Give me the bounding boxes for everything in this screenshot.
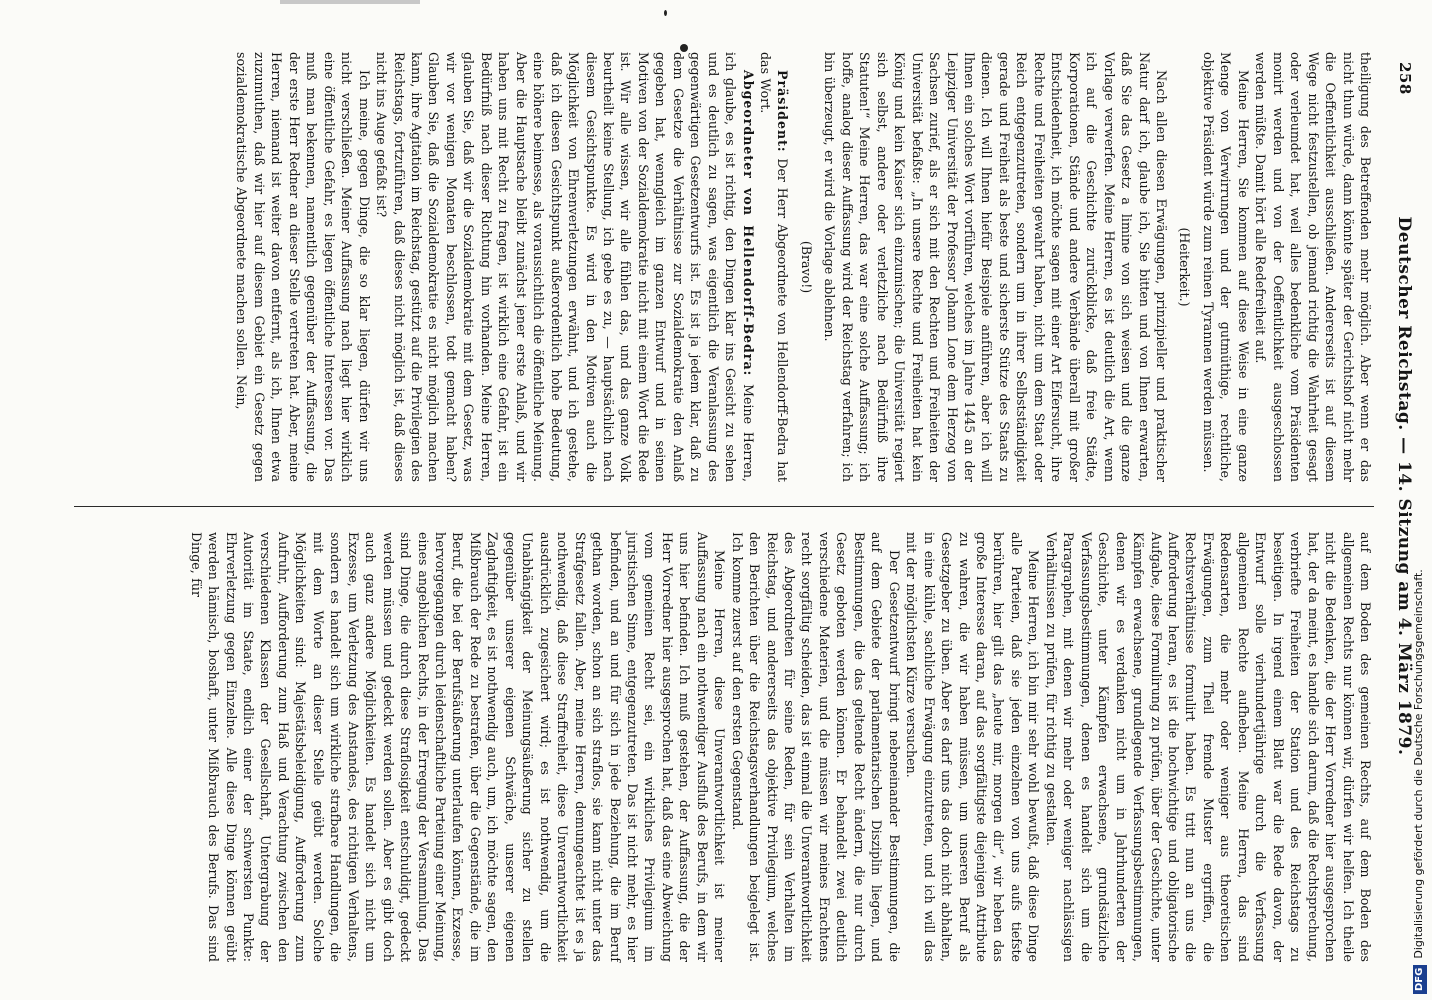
page-number: 258 [1396,62,1414,95]
paragraph: Der Gesetzentwurf bringt nebeneinander Bestimmungen, die auf dem Gebiete der parlamentarischen Disziplin liegen, und Bestimmungen, die das geltende Recht ändern, die nur durch Gesetz geboten werden können. Er behandelt zwei deutlich verschiedene Materien, und die müssen wir meines Erachtens recht sorgfältig scheiden, das ist einmal die Unverantwortlichkeit des Abgeordneten für seine Reden, für sein Verhalten im Reichstag, und andererseits das objektive Privilegium, welches den Berichten über die Reichstagsverhandlungen beigelegt ist. Ich komme zuerst auf den ersten Gegenstand. [729,532,902,962]
footer-line [1408,0,1430,1000]
speaker-label: Präsident: [775,70,791,153]
applause-note: (Bravo!) [798,240,814,294]
footer-text: Digitalisierung gefördert durch die Deutsche Forschungsgemeinschaft. [1412,569,1425,959]
header-title: Deutscher Reichstag. — 14. Sitzung am 4. März 1879. [1394,216,1414,756]
paragraph: Meine Herren, Sie kommen auf diese Weise in eine ganze Menge von Verwirrungen und der gutmüthige, rechtliche, objektive Präsident würde zum reinen Tyrannen werden müssen. [1200,52,1251,482]
column-divider [74,506,1374,507]
right-column [187,532,1374,962]
paragraph: Meine Herren, diese Unverantwortlichkeit ist meiner Auffassung nach ein nothwendiger Ausfluß des Berufs, in dem wir uns hier befinden. Ich muß gestehen, der Auffassung, die der Herr Vorredner hier ausgesprochen hat, daß das eine Abweichung vom gemeinen Recht sei, ein wirkliches Privilegium im juristischen Sinne, entgegenzutreten. Das ist nicht mehr, es hier befinden, und an und für sich in jede Beziehung, die im Beruf gethan worden, schon an sich straflos, sie kann nicht unter das Strafgesetz fallen. Aber, meine Herren, demungeachtet ist es ja nothwendig, daß diese Straffreiheit, diese Unverantwortlichkeit ausdrücklich zugesichert wird; es ist nothwendig, um die Unabhängigkeit der Meinungsäußerung sicher zu stellen gegenüber unserer eigenen Schwäche, unserer eigenen Zaghaftigkeit, es ist nothwendig auch, um, ich möchte sagen, den Mißbrauch der Rede zu bestrafen, über die Gegenstände, die im Beruf, die bei der Berufsäußerung unterlaufen können, Exzesse, hervorgegangen durch leidenschaftliche Parteiung einer Meinung, eines angeblichen Rechts, in der Erregung der Versammlung. Das sind Dinge, die durch diese Straflosigkeit entschuldigt, gedeckt werden müssen und gedeckt werden sollen. Aber es gibt doch auch ganz andere Möglichkeiten. Es handelt sich nicht um Exzesse, um Verletzung des Anstandes, des richtigen Verhaltens, sondern es handelt sich um wirkliche strafbare Handlungen, die mit dem Worte an dieser Stelle geübt werden. Solche Möglichkeiten sind: Majestätsbeleidigung, Aufforderung zum Aufruhr, Aufforderung zum Haß und Verachtung zwischen den verschiedenen Klassen der Gesellschaft, Untergrabung der Autorität im Staate, endlich einer der schwersten Punkte: Ehrverletzung gegen Einzelne. Alle diese Dinge können geübt werden hämisch, boshaft, unter Mißbrauch des Berufs. Das sind Dinge, für [188,532,728,962]
paragraph: Nach allen diesen Erwägungen, prinzipieller und praktischer Natur darf ich, glaube ich, Sie bitten und von Ihnen erwarten, daß Sie das Gesetz a limine von sich weisen und die ganze Vorlage verwerfen. Meine Herren, es ist deutlich die Art, wenn ich auf die Geschichte zurückblicke, daß freie Städte, Korporationen, Stände und andere Verbände überall mit großer Entschiedenheit, ich möchte sagen mit einer Art Eifersucht, ihre Rechte und Freiheiten gewahrt haben, nicht um dem Staat oder Reich entgegenzutreten, sondern um in ihrer Selbstständigkeit gerade und Freiheit als beste und sicherste Stütze des Staats zu dienen. Ich will Ihnen hiefür Beispiele anführen, aber ich will Ihnen ein solches Wort vorführen, welches im Jahre 1445 an der Leipziger Universität der Professor Johann Lone dem Herzog von Sachsen zurief, als er sich mit den Rechten und Freiheiten der Universität befaßte: „In unsere Rechte und Freiheiten hat kein König und kein Kaiser sich einzumischen; die Universität regiert sich selbst, andere oder verletzliche nach Bedürfniß ihre Statuten!“ Meine Herren, das war eine solche Auffassung; ich hoffe, analog dieser Auffassung wird der Reichstag verfahren; ich bin überzeugt, er wird die Vorlage ablehnen. [822,52,1170,482]
paragraph [373,52,757,482]
paragraph: Meine Herren, ich bin mir sehr wohl bewußt, daß diese Dinge alle Parteien, daß sie jeden einzelnen von uns aufs tiefste berühren, hier gilt das „heute mir, morgen dir“, wir heben das große Interesse daran, auf das sorgfältigste diejenigen Attribute zu wahren, die wir haben müssen, um unseren Beruf als Gesetzgeber zu üben. Aber es darf uns das doch nicht abhalten, in eine kühle, sachliche Erwägung einzutreten, und ich will das mit der möglichsten Kürze versuchen. [904,532,1042,962]
paragraph [757,52,792,482]
speech-text: Meine Herren, ich glaube, es ist richtig, den Dingen klar ins Gesicht zu sehen und es deutlich zu sagen, was eigentlich die Veranlassung des gegenwärtigen Gesetzentwurfs ist. Es ist ja jedem klar, daß zu dem Gesetze die Verhältnisse zur Sozialdemokratie den Anlaß gegeben hat, wenngleich im ganzen Entwurf und in seinen Motiven von der Sozialdemokratie nicht mit einem Wort die Rede ist. Wir alle wissen, wir alle fühlen das, und das ganze Volk beurtheilt keine Stellung, ich gebe es zu, — hauptsächlich nach diesem Gesichtspunkte. Es wird in den Motiven auch die Möglichkeit von Ehrenverletzungen erwähnt, und ich gestehe, daß ich diesen Gesichtspunkt außerordentlich hohe Bedeutung, eine höhere beimesse, als voraussichtlich die öffentliche Meinung. Aber die Hauptsache bleibt zunächst jener erste Anlaß, und wir haben uns mit Recht zu fragen, ist wirklich eine Gefahr, ist ein Bedürfniß nach dieser Richtung hin vorhanden. Meine Herren, glauben Sie, daß wir die Sozialdemokratie mit dem Gesetz, was wir vor wenigen Monaten beschlossen, todt gemacht haben? Glauben Sie, daß die Sozialdemokratie es nicht möglich machen kann, ihre Agitation im Reichstag, gestützt auf die Privilegien des Reichstags, fortzuführen, daß dieses nicht möglich ist, daß dieses nicht ins Auge gefaßt ist? [374,52,756,482]
dfg-logo: DFG [1413,965,1427,994]
paragraph: auf dem Boden des gemeinen Rechts, auf dem Boden des allgemeinen Rechts nur können wir, dürfen wir helfen. Ich theile nicht die Bedenken, die der Herr Vorredner hier ausgesprochen hat, der da meint, es handle sich darum, daß die Rechtsprechung, verbriefte Freiheiten der Station und des Reichstags zu beseitigen. In irgend einem Blatt war die Rede davon, der Entwurf solle vierhundertjährige durch die Verfassung allgemeinen Rechte aufheben. Meine Herren, das sind Redensarten, die mehr oder weniger aus theoretischen Erwägungen, zum Theil fremde Muster ergriffen, die Rechtsverhältnisse formulirt haben. Es tritt nun an uns die Aufforderung heran, es ist die hochwichtige und obligatorische Aufgabe, diese Formulirung zu prüfen, über der Geschichte, unter Kämpfen erwachsene, grundlegende Verfassungsbestimmungen, denen wir es verdanken nicht um in Jahrhunderten der Geschichte, unter Kämpfen erwachsene, grundsätzliche Verfassungsbestimmungen, denen es handelt sich um die Paragraphen, mit denen wir mehr oder weniger nachlässigen Verhältnissen zu prüfen, für richtig zu gestalten. [1043,532,1373,962]
paragraph: theiligung des Betreffenden mehr möglich. Aber wenn er das nicht thun würde, dann könnte später der Gerichtshof nicht mehr die Oeffentlichkeit ausschließen. Andererseits ist auf diesem Wege nicht festzustellen, ob jemand richtig die Wahrheit gesagt oder verleumdet hat, weil alles bedenkliche vom Präsidenten monirt werden und von der Oeffentlichkeit ausgeschlossen werden müßte. Damit hört alle Redefreiheit auf. [1253,52,1373,482]
speech-text: Der Herr Abgeordnete von Hellendorff-Bedra hat das Wort. [758,52,791,482]
paragraph: Ich meine, gegen Dinge, die so klar liegen, dürfen wir uns nicht verschließen. Meiner Auffassung nach liegt hier wirklich eine öffentliche Gefahr, es liegen öffentliche Interessen vor. Das muß man bekennen, namentlich gegenüber der Auffassung, die der erste Herr Redner an dieser Stelle vertreten hat. Aber, meine Herren, niemand ist weiter davon entfernt, als ich, Ihnen etwa zuzumuthen, daß wir hier auf diesem Gebiet ein Gesetz gegen sozialdemokratische Abgeordnete machen sollen. Nein, [234,52,372,482]
speaker-label: Abgeordneter von Hellendorff-Bedra: [740,70,756,377]
applause-note: (Heiterkeit.) [1177,227,1193,307]
digitization-footer [1408,0,1430,1000]
left-column [233,52,1374,482]
